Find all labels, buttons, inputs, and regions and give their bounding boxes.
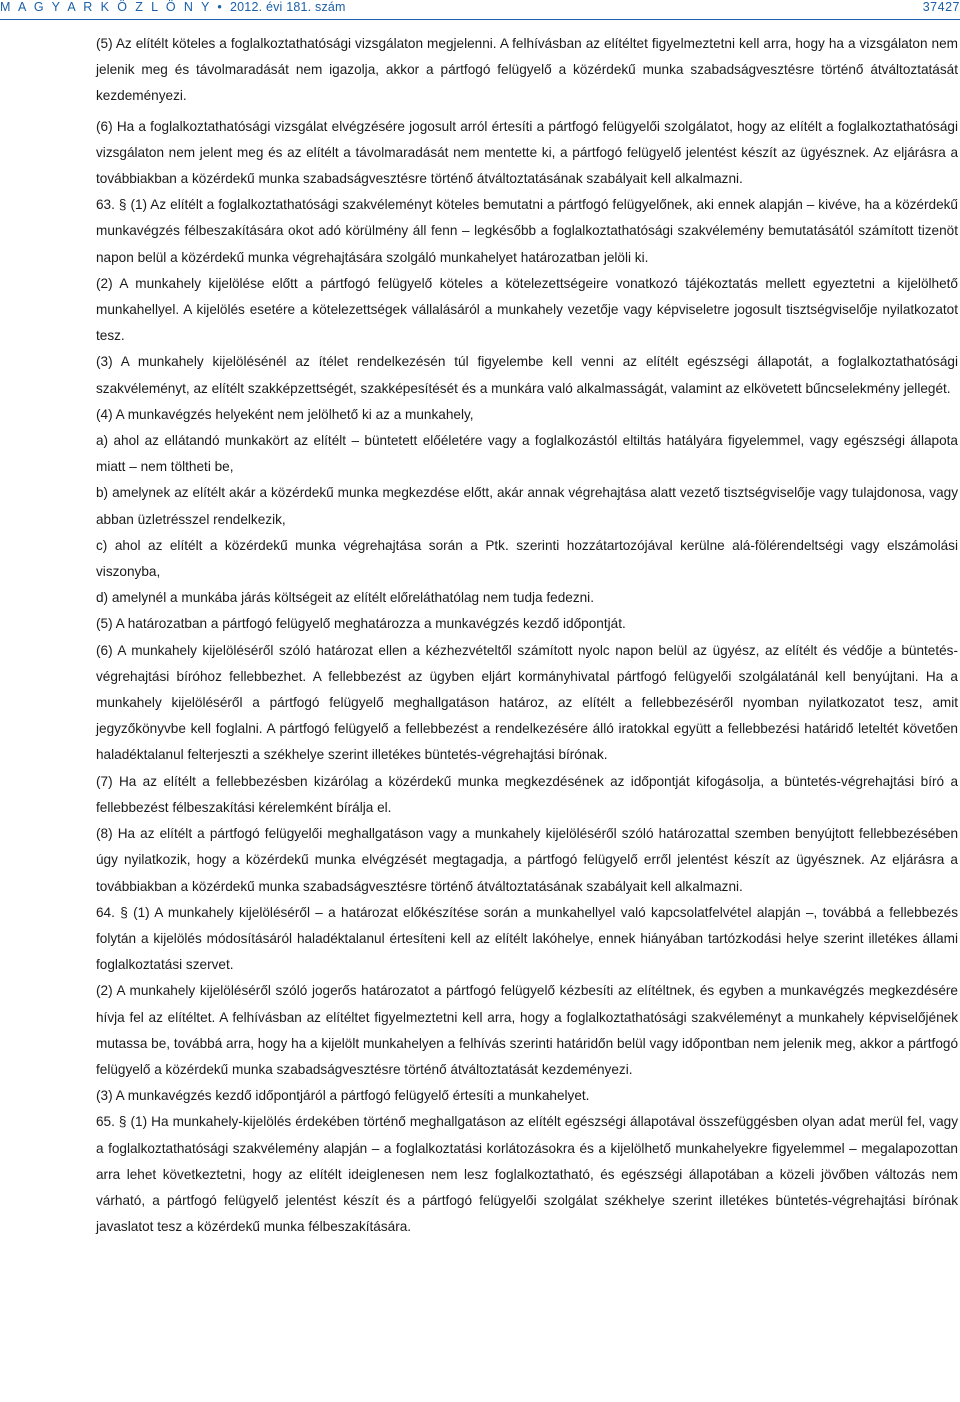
paragraph: 64. § (1) A munkahely kijelöléséről – a határozat előkészítése során a munkahellyel való kapcsolatfelvétel alapján –, továbbá a fellebbezés folytán a kijelölés módosításáról haladéktalanul értesíteni kell az elítélt lakóhelye, ennek hiányában tartózkodási helye szerint illetékes állami foglalkoztatási szervet. xyxy=(96,904,958,973)
paragraph: 65. § (1) Ha munkahely-kijelölés érdekében történő meghallgatáson az elítélt egészségi állapotával összefüggésben olyan adat merül fel, vagy a foglalkoztathatósági szakvélemény alapján – a foglalkoztatási korlátozásokra és a kijelölhető munkahelyekre figyelemmel – megalapozottan arra lehet következtetni, hogy az elítélt ideiglenesen nem lesz foglalkoztatható, és egészségi állapotában a közeli jövőben változás nem várható, a pártfogó felügyelő jelentést készít és a pártfogó felügyelői szolgálat székhelye szerint illetékes büntetés-végrehajtási bírónak javaslatot tesz a közérdekű munka félbeszakítására. xyxy=(96,1114,958,1235)
paragraph: (7) Ha az elítélt a fellebbezésben kizárólag a közérdekű munka megkezdésének az időpontját kifogásolja, a büntetés-végrehajtási bíró a fellebbezést félbeszakítási kérelemként bírálja el. xyxy=(96,773,958,815)
header-bullet: • xyxy=(217,0,225,14)
list-item: d) amelynél a munkába járás költségeit az elítélt előreláthatólag nem tudja fedezni. xyxy=(96,590,594,606)
header-divider xyxy=(0,19,960,20)
paragraph: (8) Ha az elítélt a pártfogó felügyelői meghallgatáson vagy a munkahely kijelöléséről szóló határozattal szemben benyújtott fellebbezésében úgy nyilatkozik, hogy a közérdekű munka elvégzését megtagadja, a pártfogó felügyelő erről jelentést készít az ügyésznek. Az eljárásra a továbbiakban a közérdekű munka szabadságvesztésre történő átváltoztatásának szabályait kell alkalmazni. xyxy=(96,826,958,894)
list-item: a) ahol az ellátandó munkakört az elítélt – büntetett előéletére vagy a foglalkozástól eltiltás hatályára figyelemmel, vagy egészségi állapota miatt – nem töltheti be, xyxy=(96,433,958,475)
paragraph: (4) A munkavégzés helyeként nem jelölhető ki az a munkahely, xyxy=(96,406,474,422)
journal-title: M A G Y A R K Ö Z L Ö N Y xyxy=(0,0,212,14)
paragraph: (3) A munkavégzés kezdő időpontjáról a pártfogó felügyelő értesíti a munkahelyet. xyxy=(96,1088,590,1104)
paragraph: (6) Ha a foglalkoztathatósági vizsgálat elvégzésére jogosult arról értesíti a pártfogó felügyelői szolgálatot, hogy az elítélt a foglalkoztathatósági vizsgálaton nem jelent meg és az elítélt a távolmaradását nem mentette ki, a pártfogó felügyelő jelentést készít az ügyésznek. Az eljárásra a továbbiakban a közérdekű munka szabadságvesztésre történő átváltoztatásának szabályait kell alkalmazni. xyxy=(96,118,958,187)
issue-label: 2012. évi 181. szám xyxy=(230,0,346,14)
paragraph: (6) A munkahely kijelöléséről szóló határozat ellen a kézhezvételtől számított nyolc napon belül az ügyész, az elítélt és védője a büntetés-végrehajtási bíróhoz fellebbezhet. A fellebbezést az ügyben eljárt kormányhivatal pártfogó felügyelői szolgálatánál kell benyújtani. Ha a munkahely kijelöléséről a pártfogó felügyelő meghallgatáson határoz, az elítélt a fellebbezéséről nyomban nyilatkozatot tesz, amit jegyzőkönyvbe kell foglalni. A pártfogó felügyelő a fellebbezést a rendelkezésére álló iratokkal együtt a fellebbezési határidő leteltét követően haladéktalanul felterjeszti a székhelye szerint illetékes büntetés-végrehajtási bírónak. xyxy=(96,642,958,763)
paragraph: (3) A munkahely kijelölésénél az ítélet rendelkezésén túl figyelembe kell venni az elítélt egészségi állapotát, a foglalkoztathatósági szakvéleményt, az elítélt szakképzettségét, szakképesítését és a munkára való alkalmasságát, valamint az elkövetett bűncselekmény jellegét. xyxy=(96,354,958,396)
running-header xyxy=(0,0,960,22)
list-item: c) ahol az elítélt a közérdekű munka végrehajtása során a Ptk. szerinti hozzátartozójával kerülne alá-fölérendeltségi vagy elszámolási viszonyba, xyxy=(96,537,958,580)
paragraph: (2) A munkahely kijelöléséről szóló jogerős határozatot a pártfogó felügyelő kézbesíti az elítéltnek, és egyben a munkavégzés megkezdésére hívja fel az elítéltet. A felhívásban az elítéltet figyelmeztetni kell arra, hogy a foglalkoztathatósági szakvéleményt a munkahely képviselőjének mutassa be, továbbá arra, hogy ha a kijelölt munkahelyen a felhívás szerinti határidőn belül vagy időpontban nem jelenik meg, akkor a pártfogó felügyelő a közérdekű munka szabadságvesztésre történő átváltoztatását kezdeményezi. xyxy=(96,983,958,1077)
header-journal-issue xyxy=(0,0,346,14)
paragraph: (5) Az elítélt köteles a foglalkoztathatósági vizsgálaton megjelenni. A felhívásban az elítéltet figyelmeztetni kell arra, hogy ha a vizsgálaton nem jelenik meg és távolmaradását nem igazolja, akkor a pártfogó felügyelő a közérdekű munka szabadságvesztésre történő átváltoztatását kezdeményezi. xyxy=(96,36,958,104)
body-text xyxy=(96,31,958,1240)
paragraph: 63. § (1) Az elítélt a foglalkoztathatósági szakvéleményt köteles bemutatni a pártfogó felügyelőnek, aki ennek alapján – kivéve, ha a közérdekű munkavégzés félbeszakítására okot adó körülmény áll fenn – legkésőbb a foglalkoztathatósági szakvélemény bemutatásától számított tizenöt napon belül a közérdekű munka végrehajtására szolgáló munkahelyet határozatban jelöli ki. xyxy=(96,197,958,265)
page-number: 37427 xyxy=(922,0,960,14)
paragraph: (2) A munkahely kijelölése előtt a pártfogó felügyelő köteles a kötelezettségeire vonatkozó tájékoztatás mellett egyeztetni a kijelölhető munkahellyel. A kijelölés esetére a kötelezettségek vállalásáról a munkahely vezetője vagy képviseletre jogosult tisztségviselője nyilatkozatot tesz. xyxy=(96,275,958,344)
list-item: b) amelynek az elítélt akár a közérdekű munka megkezdése előtt, akár annak végrehajtása alatt vezető tisztségviselője vagy tulajdonosa, vagy abban üzletrésszel rendelkezik, xyxy=(96,485,958,527)
paragraph: (5) A határozatban a pártfogó felügyelő meghatározza a munkavégzés kezdő időpontját. xyxy=(96,616,626,632)
